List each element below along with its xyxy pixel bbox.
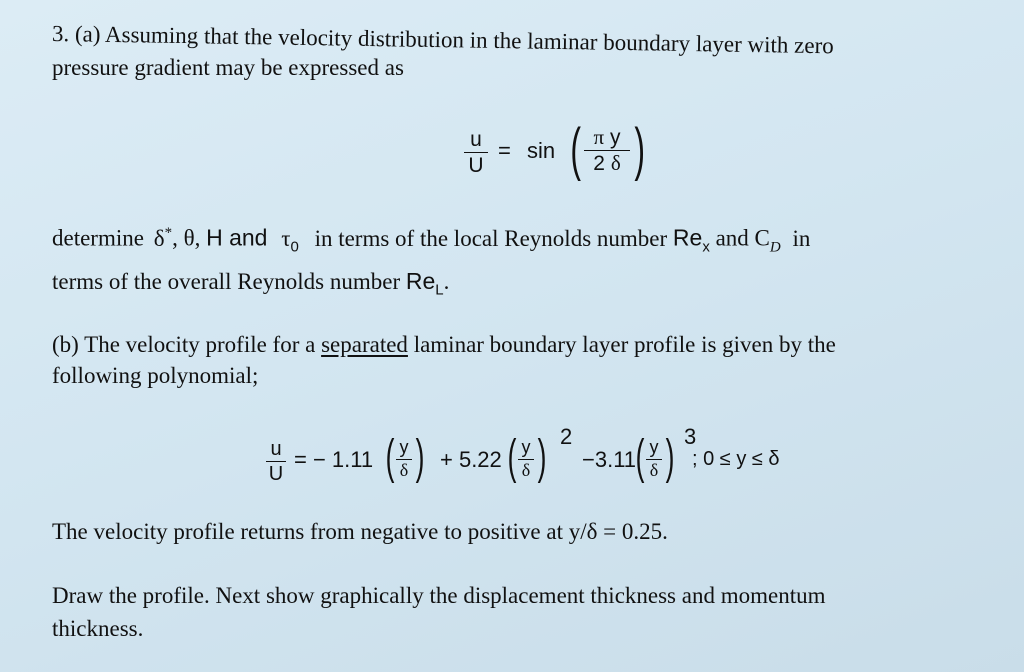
coef-1: = − 1.11 (294, 447, 374, 472)
separated-underlined: separated (321, 332, 408, 357)
paren-open-3: ( (635, 431, 645, 484)
fraction-u-over-U-2: u U (266, 438, 286, 485)
coef-3: −3.11 (582, 447, 637, 472)
fraction-y-delta-1: y δ (396, 438, 412, 481)
numerator-u: u (470, 128, 482, 151)
overall-reynolds-line: terms of the overall Reynolds number $Re_L$. (52, 268, 450, 299)
fraction-y-delta-3: y δ (646, 438, 662, 481)
coef-2: + 5.22 (440, 447, 502, 472)
denominator-U: U (468, 154, 484, 178)
fraction-y-delta-2: y δ (518, 438, 534, 481)
range-condition: ; 0 ≤ y ≤ δ (692, 448, 780, 470)
draw-line-1: Draw the profile. Next show graphically the displacement thickness and momentum (52, 583, 826, 608)
paren-open-1: ( (385, 431, 395, 484)
paren-close-1: ) (415, 431, 425, 484)
question-line-2: pressure gradient may be expressed as (52, 55, 404, 80)
question-line-1: 3. (a) Assuming that the velocity distribution in the laminar boundary layer with zero (51, 21, 834, 59)
fraction-u-over-U (464, 128, 488, 177)
paren-open-2: ( (507, 431, 517, 484)
draw-line-2: thickness. (52, 616, 144, 641)
fraction-pi-y-over-2-delta: π y 2 δ (584, 126, 630, 175)
profile-returns-line: The velocity profile returns from negative to positive at y/δ = 0.25. (52, 519, 668, 544)
paren-close-3: ) (665, 431, 675, 484)
determine-line: determine δ*, θ, H and $\tau_0$ in terms of the local Reynolds number $Re_x$ and $C_D$ in (52, 224, 811, 256)
sin-function: sin (527, 138, 556, 163)
left-paren: ( (570, 117, 581, 182)
exponent-2: 2 (560, 424, 573, 449)
part-b-line-1: (b) The velocity profile for a separated laminar boundary layer profile is given by the (52, 332, 836, 357)
paren-close-2: ) (537, 431, 547, 484)
right-paren: ) (634, 117, 645, 182)
equals-sign: = (498, 138, 511, 163)
part-b-line-2: following polynomial; (52, 363, 259, 388)
exponent-3: 3 (684, 424, 697, 449)
